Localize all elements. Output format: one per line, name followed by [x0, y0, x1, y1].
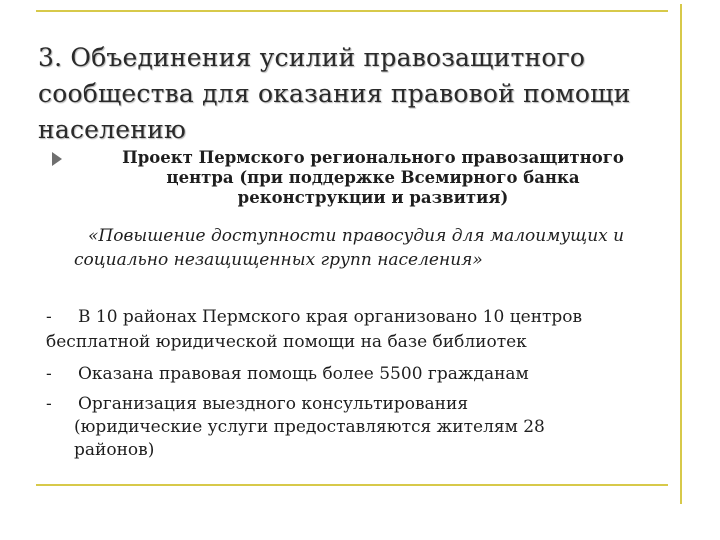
project-line-1: Проект Пермского регионального правозащитного — [122, 148, 624, 167]
list-item-3-text: Организация выездного консультирования — [78, 394, 469, 414]
title-line-1: 3. Объединения усилий правозащитного — [38, 43, 586, 72]
list-dash: - — [46, 307, 52, 327]
list-item-1-continuation: бесплатной юридической помощи на базе библиотек — [46, 332, 527, 352]
list-item-2 — [46, 363, 529, 386]
project-line-3: реконструкции и развития) — [237, 188, 509, 207]
title-line-3: населению — [38, 115, 186, 144]
top-divider-line — [36, 10, 668, 12]
list-item-3-continuation-1: (юридические услуги предоставляются жителям 28 — [74, 417, 545, 437]
project-description — [48, 148, 668, 208]
list-item-2-text: Оказана правовая помощь более 5500 гражданам — [78, 364, 529, 384]
list-item-3-continuation-2: районов) — [74, 440, 155, 460]
arrow-bullet-icon — [52, 152, 62, 166]
list-item-3 — [46, 393, 468, 416]
project-line-2: центра (при поддержке Всемирного банка — [166, 168, 580, 187]
title-line-2: сообщества для оказания правовой помощи — [38, 79, 631, 108]
quote-line-1: «Повышение доступности правосудия для малоимущих и — [88, 226, 625, 246]
bottom-divider-line — [36, 484, 668, 486]
slide-title — [38, 40, 678, 148]
list-dash: - — [46, 364, 52, 384]
project-bullet — [48, 148, 668, 208]
list-item-1 — [46, 306, 582, 329]
list-dash: - — [46, 394, 52, 414]
quote-line-2: социально незащищенных групп населения» — [74, 250, 483, 270]
project-name-quote — [74, 224, 694, 272]
list-item-1-text: В 10 районах Пермского края организовано 10 центров — [78, 307, 583, 327]
